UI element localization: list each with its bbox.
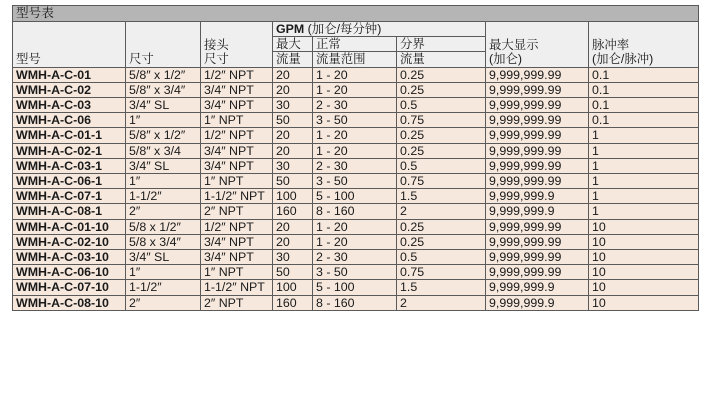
cell-normal-flow: 5 - 100	[313, 280, 397, 295]
cell-model: WMH-A-C-03-10	[13, 250, 126, 265]
cell-cutoff-flow: 0.25	[397, 143, 486, 158]
cell-connection: 1″ NPT	[201, 113, 273, 128]
cell-max-display: 9,999,999.99	[486, 67, 589, 82]
cell-connection: 2″ NPT	[201, 204, 273, 219]
cell-model: WMH-A-C-07-1	[13, 189, 126, 204]
table-row	[13, 234, 699, 249]
cell-max-flow: 20	[273, 234, 313, 249]
cell-max-flow: 20	[273, 128, 313, 143]
cell-max-display: 9,999,999.99	[486, 234, 589, 249]
cell-model: WMH-A-C-01-10	[13, 219, 126, 234]
cell-pulse-rate: 1	[589, 143, 699, 158]
table-row	[13, 219, 699, 234]
table-row	[13, 295, 699, 310]
header-max-display-line1: 最大显示	[489, 38, 539, 53]
cell-max-flow: 30	[273, 158, 313, 173]
cell-cutoff-flow: 0.75	[397, 174, 486, 189]
cell-normal-flow: 1 - 20	[313, 143, 397, 158]
header-max-flow-line2: 流量	[273, 52, 313, 67]
cell-size: 2″	[126, 204, 201, 219]
table-body	[13, 67, 699, 310]
cell-size: 3/4″ SL	[126, 158, 201, 173]
cell-pulse-rate: 1	[589, 128, 699, 143]
cell-pulse-rate: 0.1	[589, 67, 699, 82]
cell-size: 5/8″ x 1/2″	[126, 128, 201, 143]
cell-normal-flow: 8 - 160	[313, 295, 397, 310]
cell-model: WMH-A-C-07-10	[13, 280, 126, 295]
cell-pulse-rate: 0.1	[589, 98, 699, 113]
table-row	[13, 158, 699, 173]
cell-connection: 1″ NPT	[201, 174, 273, 189]
table-row	[13, 189, 699, 204]
cell-size: 5/8″ x 1/2″	[126, 67, 201, 82]
cell-size: 5/8″ x 3/4″	[126, 82, 201, 97]
cell-normal-flow: 1 - 20	[313, 67, 397, 82]
cell-connection: 1″ NPT	[201, 265, 273, 280]
cell-normal-flow: 5 - 100	[313, 189, 397, 204]
cell-max-flow: 20	[273, 82, 313, 97]
cell-model: WMH-A-C-02-10	[13, 234, 126, 249]
cell-max-flow: 20	[273, 219, 313, 234]
table-title: 型号表	[13, 6, 699, 22]
table-row	[13, 82, 699, 97]
cell-normal-flow: 3 - 50	[313, 174, 397, 189]
cell-size: 5/8 x 1/2″	[126, 219, 201, 234]
header-normal-flow-line1: 正常	[313, 37, 397, 52]
cell-pulse-rate: 10	[589, 280, 699, 295]
cell-connection: 3/4″ NPT	[201, 82, 273, 97]
cell-normal-flow: 1 - 20	[313, 219, 397, 234]
cell-cutoff-flow: 2	[397, 204, 486, 219]
cell-cutoff-flow: 0.5	[397, 98, 486, 113]
cell-connection: 3/4″ NPT	[201, 98, 273, 113]
cell-cutoff-flow: 2	[397, 295, 486, 310]
cell-connection: 1/2″ NPT	[201, 128, 273, 143]
cell-connection: 1/2″ NPT	[201, 219, 273, 234]
cell-max-flow: 20	[273, 67, 313, 82]
cell-model: WMH-A-C-02-1	[13, 143, 126, 158]
cell-model: WMH-A-C-03-1	[13, 158, 126, 173]
cell-connection: 3/4″ NPT	[201, 250, 273, 265]
cell-size: 5/8 x 3/4″	[126, 234, 201, 249]
table-row	[13, 113, 699, 128]
cell-normal-flow: 2 - 30	[313, 98, 397, 113]
cell-pulse-rate: 1	[589, 174, 699, 189]
cell-model: WMH-A-C-06-10	[13, 265, 126, 280]
header-pulse-rate	[589, 22, 699, 68]
cell-cutoff-flow: 0.25	[397, 219, 486, 234]
cell-pulse-rate: 10	[589, 234, 699, 249]
cell-size: 1-1/2″	[126, 189, 201, 204]
cell-max-flow: 160	[273, 295, 313, 310]
cell-connection: 3/4″ NPT	[201, 234, 273, 249]
cell-size: 5/8″ x 3/4	[126, 143, 201, 158]
cell-pulse-rate: 1	[589, 158, 699, 173]
header-size: 尺寸	[126, 22, 201, 68]
cell-max-display: 9,999,999.99	[486, 158, 589, 173]
cell-connection: 1/2″ NPT	[201, 67, 273, 82]
cell-cutoff-flow: 0.25	[397, 67, 486, 82]
cell-max-flow: 100	[273, 280, 313, 295]
header-gpm-label: GPM	[276, 22, 305, 36]
cell-model: WMH-A-C-01-1	[13, 128, 126, 143]
table-row	[13, 174, 699, 189]
table-row	[13, 265, 699, 280]
header-connection-line2: 尺寸	[204, 52, 229, 67]
cell-max-display: 9,999,999.9	[486, 204, 589, 219]
cell-cutoff-flow: 0.75	[397, 113, 486, 128]
cell-model: WMH-A-C-08-10	[13, 295, 126, 310]
cell-cutoff-flow: 0.5	[397, 158, 486, 173]
cell-max-display: 9,999,999.9	[486, 295, 589, 310]
cell-size: 1-1/2″	[126, 280, 201, 295]
cell-max-flow: 50	[273, 174, 313, 189]
header-cutoff-flow-line2: 流量	[397, 52, 486, 67]
cell-pulse-rate: 0.1	[589, 82, 699, 97]
header-pulse-rate-line1: 脉冲率	[592, 38, 630, 53]
cell-max-display: 9,999,999.99	[486, 174, 589, 189]
cell-connection: 3/4″ NPT	[201, 143, 273, 158]
cell-normal-flow: 2 - 30	[313, 250, 397, 265]
header-normal-flow-line2: 流量范围	[313, 52, 397, 67]
cell-connection: 2″ NPT	[201, 295, 273, 310]
cell-cutoff-flow: 0.5	[397, 250, 486, 265]
table-row	[13, 143, 699, 158]
table-row	[13, 67, 699, 82]
cell-cutoff-flow: 1.5	[397, 189, 486, 204]
cell-normal-flow: 1 - 20	[313, 234, 397, 249]
model-table-container	[12, 5, 698, 311]
header-connection-line1: 接头	[204, 38, 229, 53]
cell-max-display: 9,999,999.99	[486, 219, 589, 234]
cell-max-display: 9,999,999.99	[486, 250, 589, 265]
header-cutoff-flow-line1: 分界	[397, 37, 486, 52]
cell-pulse-rate: 1	[589, 204, 699, 219]
cell-size: 3/4″ SL	[126, 250, 201, 265]
cell-max-display: 9,999,999.99	[486, 128, 589, 143]
cell-pulse-rate: 10	[589, 219, 699, 234]
cell-max-flow: 100	[273, 189, 313, 204]
cell-model: WMH-A-C-08-1	[13, 204, 126, 219]
cell-max-display: 9,999,999.99	[486, 113, 589, 128]
cell-max-display: 9,999,999.99	[486, 82, 589, 97]
cell-max-display: 9,999,999.99	[486, 143, 589, 158]
table-row	[13, 98, 699, 113]
header-max-display	[486, 22, 589, 68]
cell-normal-flow: 1 - 20	[313, 82, 397, 97]
header-model: 型号	[13, 22, 126, 68]
cell-cutoff-flow: 0.25	[397, 82, 486, 97]
cell-model: WMH-A-C-06	[13, 113, 126, 128]
cell-cutoff-flow: 0.25	[397, 128, 486, 143]
cell-max-flow: 30	[273, 250, 313, 265]
cell-connection: 1-1/2″ NPT	[201, 189, 273, 204]
table-row	[13, 280, 699, 295]
cell-max-display: 9,999,999.9	[486, 189, 589, 204]
cell-connection: 1-1/2″ NPT	[201, 280, 273, 295]
cell-pulse-rate: 10	[589, 295, 699, 310]
cell-max-flow: 50	[273, 265, 313, 280]
cell-size: 3/4″ SL	[126, 98, 201, 113]
cell-model: WMH-A-C-03	[13, 98, 126, 113]
cell-max-flow: 50	[273, 113, 313, 128]
cell-pulse-rate: 1	[589, 189, 699, 204]
model-table	[12, 5, 699, 311]
cell-pulse-rate: 0.1	[589, 113, 699, 128]
cell-model: WMH-A-C-01	[13, 67, 126, 82]
header-gpm-group	[273, 22, 486, 37]
cell-pulse-rate: 10	[589, 250, 699, 265]
cell-normal-flow: 3 - 50	[313, 265, 397, 280]
table-row	[13, 204, 699, 219]
cell-max-flow: 160	[273, 204, 313, 219]
cell-size: 1″	[126, 265, 201, 280]
cell-max-flow: 30	[273, 98, 313, 113]
cell-max-display: 9,999,999.99	[486, 265, 589, 280]
cell-max-display: 9,999,999.99	[486, 98, 589, 113]
cell-size: 2″	[126, 295, 201, 310]
cell-max-display: 9,999,999.9	[486, 280, 589, 295]
cell-model: WMH-A-C-06-1	[13, 174, 126, 189]
cell-connection: 3/4″ NPT	[201, 158, 273, 173]
cell-normal-flow: 2 - 30	[313, 158, 397, 173]
cell-cutoff-flow: 0.25	[397, 234, 486, 249]
cell-normal-flow: 1 - 20	[313, 128, 397, 143]
header-max-display-line2: (加仑)	[489, 52, 523, 67]
cell-size: 1″	[126, 174, 201, 189]
header-gpm-unit: (加仑/每分钟)	[304, 22, 382, 36]
header-max-flow-line1: 最大	[273, 37, 313, 52]
table-row	[13, 128, 699, 143]
header-connection	[201, 22, 273, 68]
cell-model: WMH-A-C-02	[13, 82, 126, 97]
cell-cutoff-flow: 1.5	[397, 280, 486, 295]
cell-size: 1″	[126, 113, 201, 128]
table-row	[13, 250, 699, 265]
cell-normal-flow: 3 - 50	[313, 113, 397, 128]
cell-cutoff-flow: 0.75	[397, 265, 486, 280]
cell-pulse-rate: 10	[589, 265, 699, 280]
header-pulse-rate-line2: (加仑/脉冲)	[592, 52, 654, 67]
cell-normal-flow: 8 - 160	[313, 204, 397, 219]
cell-max-flow: 20	[273, 143, 313, 158]
